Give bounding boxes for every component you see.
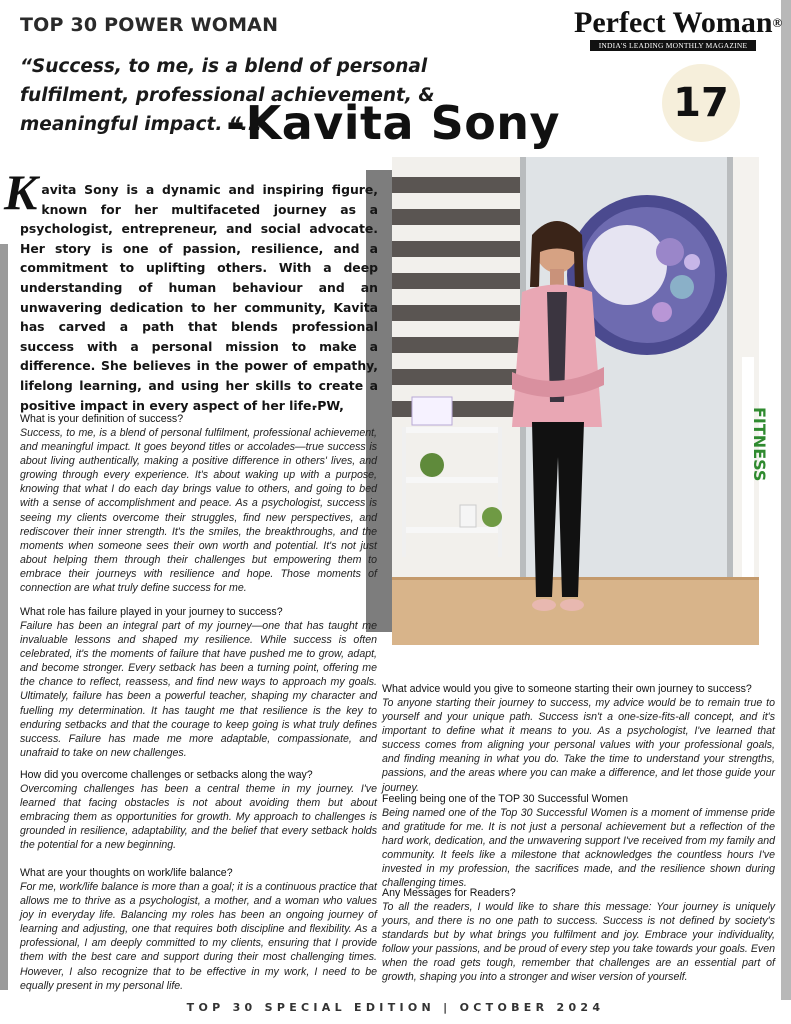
qa-block-top30 bbox=[382, 792, 775, 891]
portrait-photo bbox=[392, 157, 769, 645]
qa-block-advice bbox=[382, 682, 775, 795]
edition-footer: TOP 30 SPECIAL EDITION | OCTOBER 2024 bbox=[186, 1001, 605, 1014]
registered-mark: ® bbox=[772, 15, 783, 30]
answer: Being named one of the Top 30 Successful Women is a moment of immense pride and gratitude for me. It is not just a personal achievement but a reflection of the hard work, dedication, and the unwavering support I've received from my family and community. It feels like a milestone that acknowledges the countless hours I've invested in my profession, the sacrifices made, and the resilience shown during challenging times. bbox=[382, 807, 775, 890]
qa-block-failure bbox=[20, 605, 377, 760]
intro-text: avita Sony is a dynamic and inspiring figure, known for her multifaceted journey as a psychologist, entrepreneur, and social advocate. Her story is one of passion, resilience, and a commitment to uplifting others. With a deep understanding of human behaviour and an unwavering dedication to her community, Kavita has carved a path that blends professional success with a personal mission to make a difference. She believes in the power of empathy, lifelong learning, and using her skills to create a positive impact in every aspect of her life. bbox=[20, 182, 378, 413]
wall-sign-text: FITNESS bbox=[750, 407, 769, 482]
featured-name: -Kavita Sony bbox=[226, 96, 561, 150]
logo-tagline: INDIA'S LEADING MONTHLY MAGAZINE bbox=[590, 40, 756, 51]
answer: Failure has been an integral part of my journey—one that has taught me invaluable lessons and shaped my resilience. While success is often celebrated, it's the moments of failure that have pushed me to grow, adapt, and become stronger. Every setback has been a turning point, offering me the chance to reflect, reassess, and find new ways to approach my goals. Ultimately, failure has been a powerful teacher, shaping my character and fuelling my determination. It has taught me that resilience is the key to enduring setbacks and that the courage to keep going is what truly defines success. Failure has made me more adaptable, compassionate, and unafraid to take on new challenges. bbox=[20, 620, 377, 759]
portrait-illustration bbox=[392, 157, 769, 645]
qa-block-success bbox=[20, 412, 377, 595]
question: Any Messages for Readers? bbox=[382, 887, 516, 899]
intro-paragraph bbox=[4, 164, 378, 415]
question: Feeling being one of the TOP 30 Successful Women bbox=[382, 793, 628, 805]
qa-block-balance bbox=[20, 866, 377, 993]
answer: Success, to me, is a blend of personal fulfilment, professional achievement, and meaningful impact. It goes beyond titles or accolades—true success is about living authentically, making a positive difference in others' lives, and growing through every experience. It's about waking up with a purpose, knowing that what I do each day brings value to others, and going to bed with a sense of accomplishment and peace. As a psychologist, success is seeing my clients overcome their struggles, find new perspectives, and rediscover their inner strength. It's the smiles, the breakthroughs, and the moments when someone sees their own worth and potential. It's not just about helping them through their challenges but empowering them to embrace their journeys with resilience and hope. Those moments of connection are what truly define success for me. bbox=[20, 427, 377, 595]
rank-badge: 17 bbox=[662, 64, 740, 142]
answer: For me, work/life balance is more than a goal; it is a continuous practice that allows me to thrive as a psychologist, a mother, and a woman who values joy in everyday life. Balancing my roles has been an ongoing journey of learning and adjusting, one that requires both discipline and flexibility. As a professional, I am deeply committed to my clients, ensuring that I provide them with the best care and support during their most challenging times. However, I also recognize that to be effective in my work, I need to be equally present in my personal life. bbox=[20, 881, 377, 992]
qa-block-challenges bbox=[20, 768, 377, 852]
qa-block-messages bbox=[382, 886, 775, 985]
drop-cap: K bbox=[4, 164, 38, 220]
question: What advice would you give to someone starting their own journey to success? bbox=[382, 683, 752, 695]
question: What is your definition of success? bbox=[20, 413, 184, 425]
answer: To anyone starting their journey to success, my advice would be to remain true to yourself and your unique path. Success isn't a one-size-fits-all concept, and it's important to define what it means to you. As a psychologist, I've learned that success comes from aligning your personal values with your professional goals, and finding meaning in what you do. Take the time to understand your strengths, passions, and the areas where you can make a difference, and let those guide your journey. bbox=[382, 697, 775, 794]
question: What are your thoughts on work/life balance? bbox=[20, 867, 233, 879]
answer: Overcoming challenges has been a central theme in my journey. I've learned that facing obstacles is not about avoiding them but about embracing them as opportunities for growth. My approach to challenges is grounded in resilience, adaptability, and the belief that every setback holds the potential for a new beginning. bbox=[20, 783, 377, 852]
question: What role has failure played in your journey to success? bbox=[20, 606, 283, 618]
left-border-rule bbox=[0, 244, 8, 990]
magazine-logo bbox=[574, 6, 783, 51]
right-border-rule bbox=[781, 0, 791, 1000]
logo-name: Perfect Woman bbox=[574, 6, 773, 39]
signature: -PW, bbox=[312, 398, 344, 413]
question: How did you overcome challenges or setbacks along the way? bbox=[20, 769, 313, 781]
pull-quote: “Success, to me, is a blend of personal fulfilment, professional achievement, & meaningful impact. “... bbox=[20, 56, 435, 135]
section-label: TOP 30 POWER WOMAN bbox=[20, 14, 279, 36]
answer: To all the readers, I would like to share this message: Your journey is uniquely yours, and there is no one path to success. Success is not defined by society's standards but by what brings you fulfilment and joy. Embrace your individuality, follow your passions, and be proud of every step you take towards your goals. Even when the road gets tough, remember that challenges are an essential part of growth, shaping you into a stronger and wiser version of yourself. bbox=[382, 901, 775, 984]
